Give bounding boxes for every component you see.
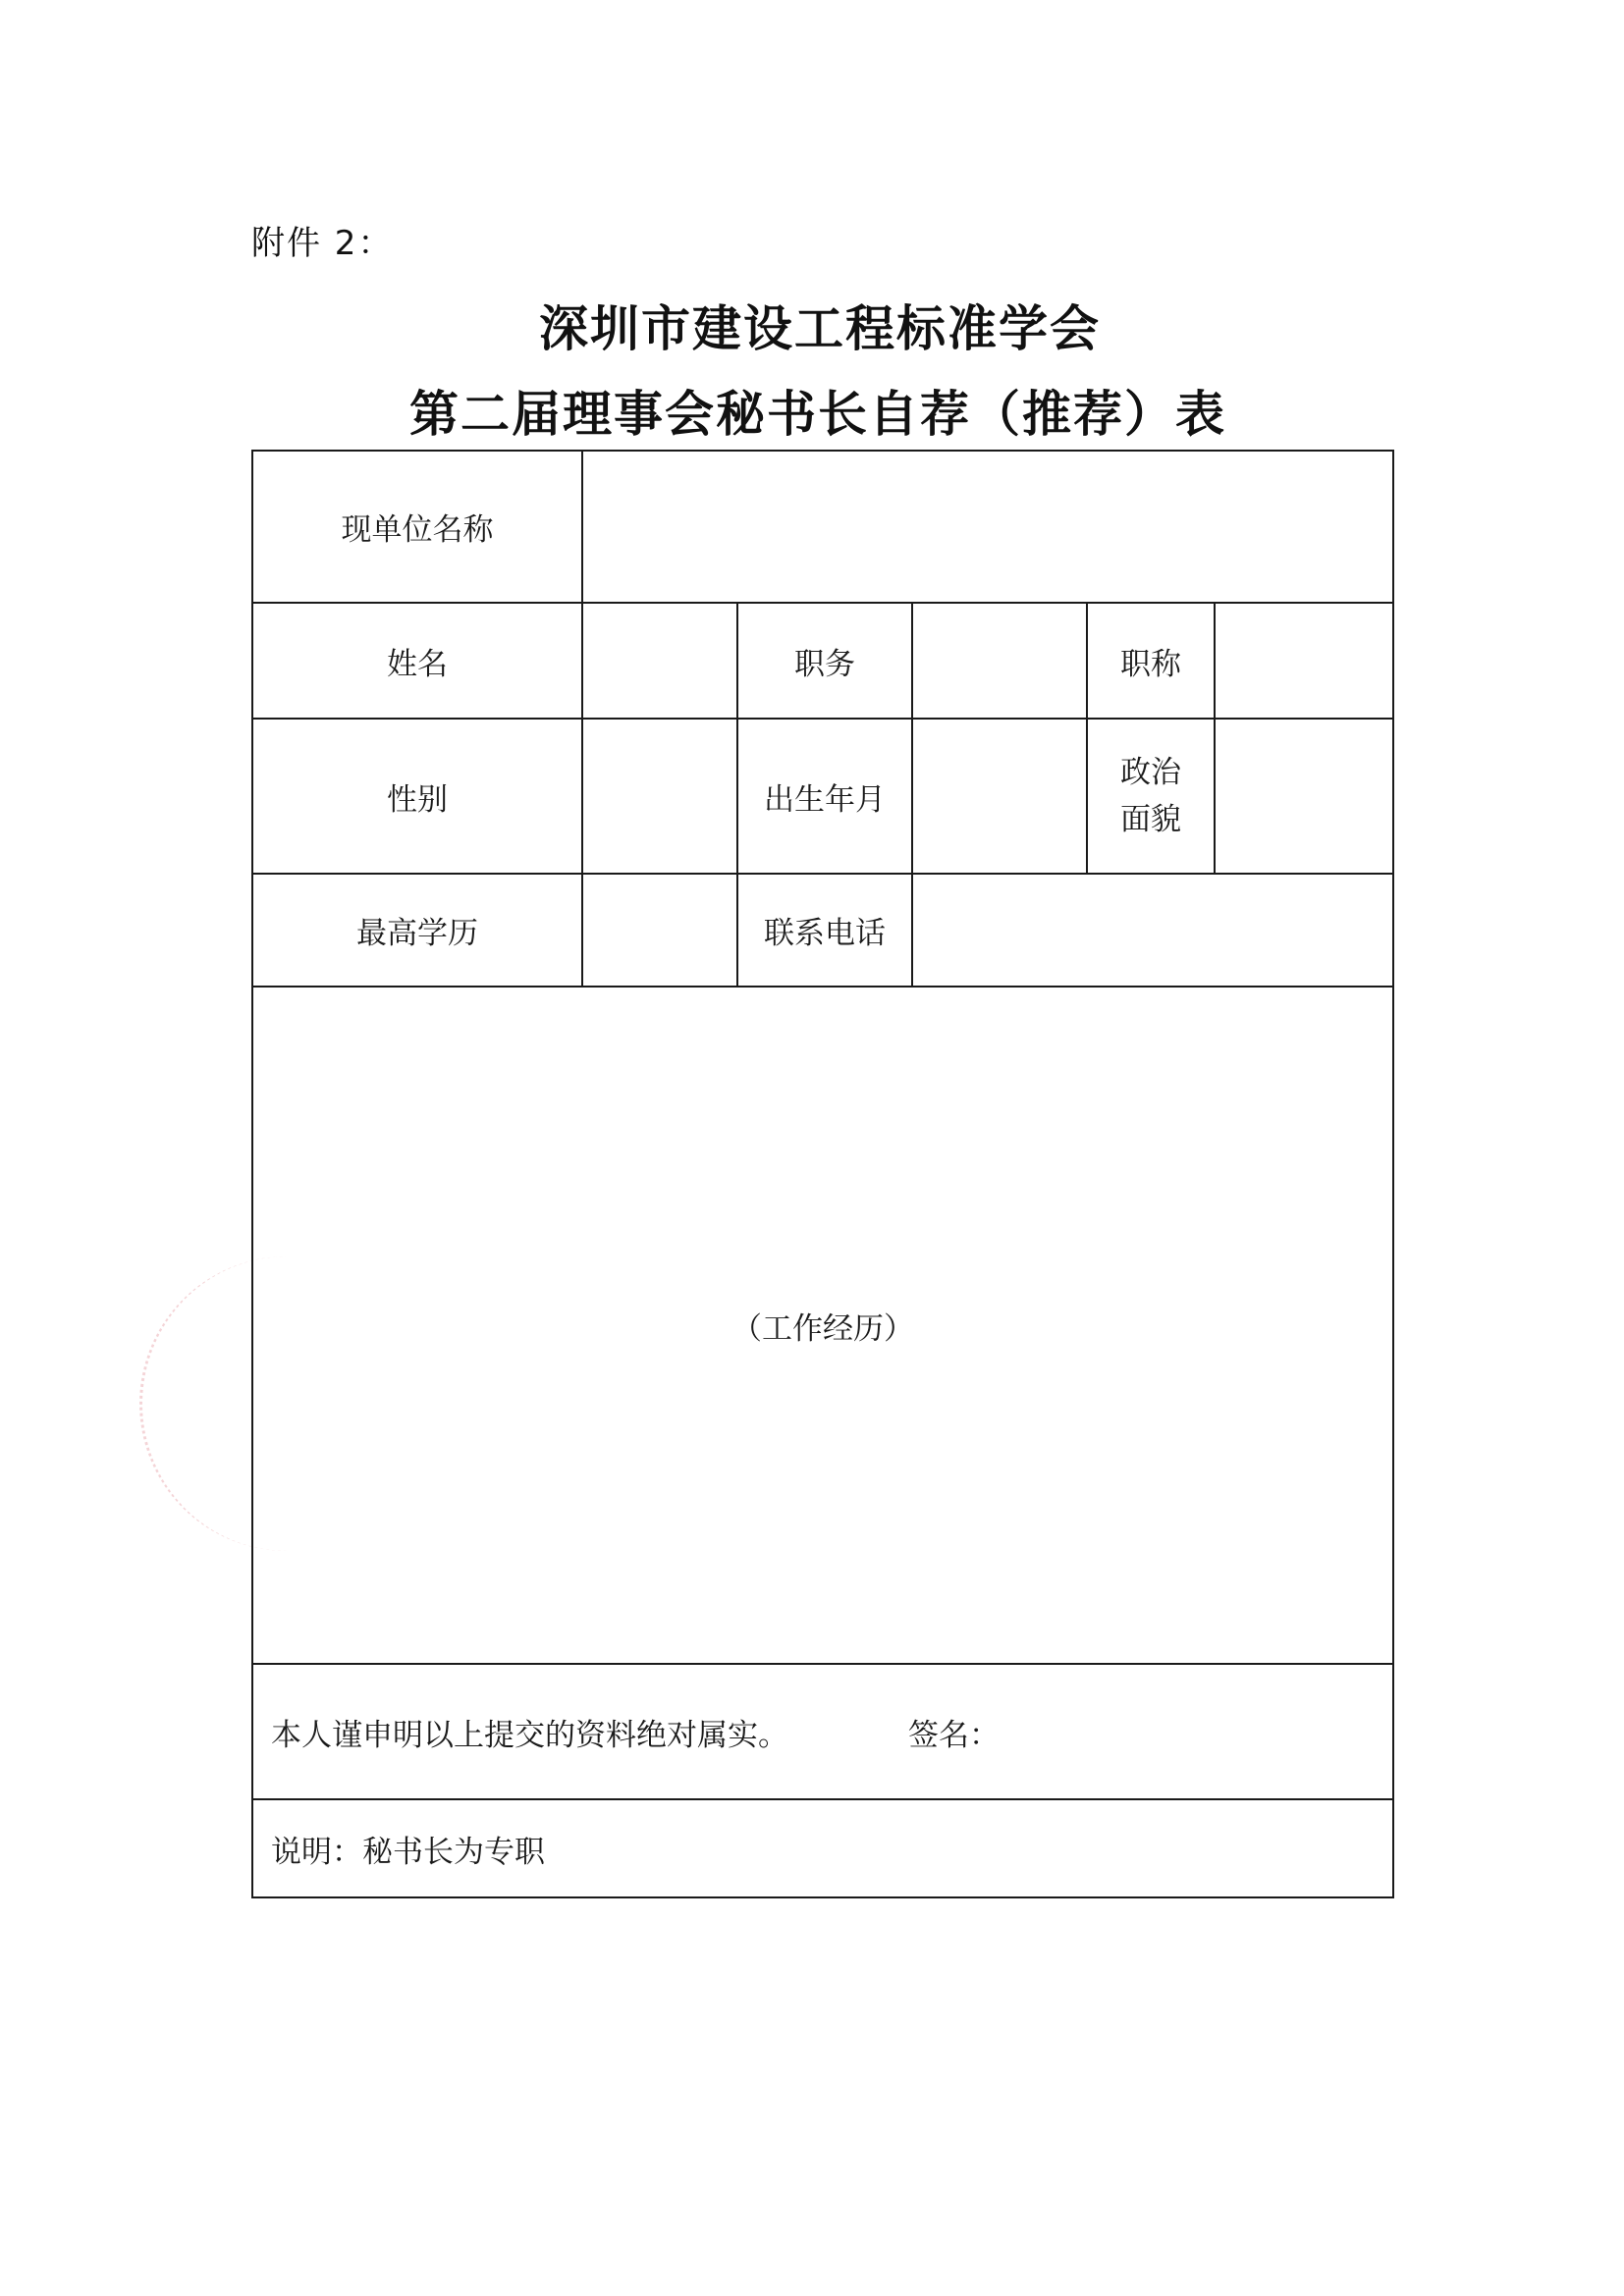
birth-label: 出生年月 (737, 719, 912, 874)
current-unit-label: 现单位名称 (252, 451, 582, 603)
form-row-gender (252, 719, 1393, 874)
declaration-cell (252, 1664, 1393, 1799)
note-text: 说明：秘书长为专职 (252, 1799, 1393, 1897)
title-label: 职称 (1087, 603, 1215, 719)
current-unit-field[interactable] (582, 451, 1393, 603)
work-history-label: （工作经历） (731, 1310, 915, 1347)
signature-label: 签名： (908, 1717, 1000, 1753)
declaration-text: 本人谨申明以上提交的资料绝对属实。 (271, 1717, 788, 1753)
document-subtitle: 第二届理事会秘书长自荐（推荐）表 (409, 386, 1226, 443)
position-label: 职务 (737, 603, 912, 719)
title-field[interactable] (1215, 603, 1393, 719)
gender-field[interactable] (582, 719, 737, 874)
political-label-line2: 面貌 (1120, 802, 1181, 837)
name-label: 姓名 (252, 603, 582, 719)
form-row-work-history (252, 987, 1393, 1664)
phone-label: 联系电话 (737, 874, 912, 987)
education-label: 最高学历 (252, 874, 582, 987)
work-history-field[interactable] (252, 987, 1393, 1664)
form-row-note (252, 1799, 1393, 1897)
document-title: 深圳市建设工程标准学会 (539, 300, 1101, 357)
political-status-label (1087, 719, 1215, 874)
phone-field[interactable] (912, 874, 1393, 987)
form-row-declaration (252, 1664, 1393, 1799)
position-field[interactable] (912, 603, 1087, 719)
political-status-field[interactable] (1215, 719, 1393, 874)
name-field[interactable] (582, 603, 737, 719)
political-label-line1: 政治 (1120, 755, 1181, 790)
attachment-label: 附件 2： (251, 224, 394, 263)
birth-field[interactable] (912, 719, 1087, 874)
form-row-current-unit (252, 451, 1393, 603)
education-field[interactable] (582, 874, 737, 987)
application-form-table (251, 450, 1394, 1898)
form-row-name (252, 603, 1393, 719)
form-row-education (252, 874, 1393, 987)
gender-label: 性别 (252, 719, 582, 874)
